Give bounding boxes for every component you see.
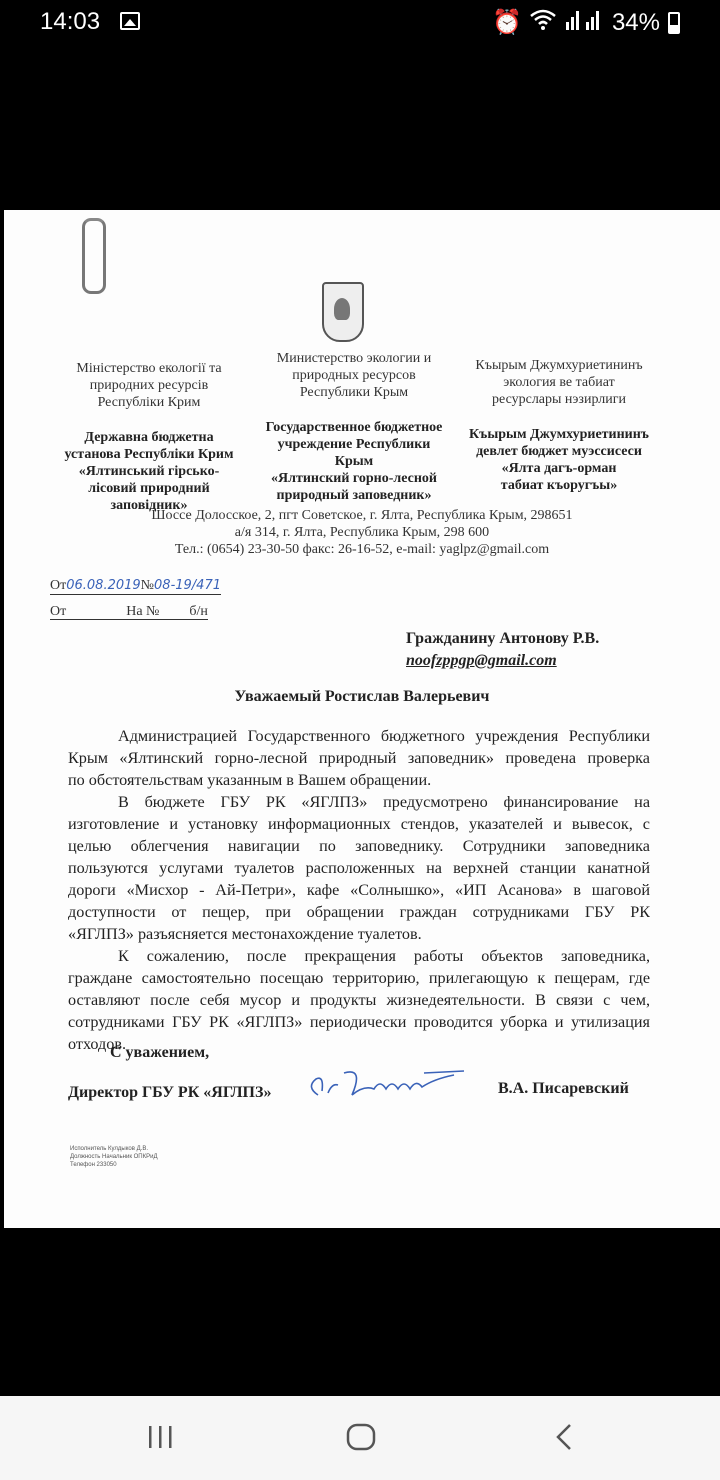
alarm-icon: ⏰ [492, 9, 522, 36]
text-line: Крым «Ялтинский горно-лесной природный заповедник» проведена проверка [68, 749, 650, 767]
recipient: Гражданину Антонову Р.В. noofzppgp@gmail.com [406, 628, 599, 672]
crimea-emblem-icon [322, 282, 364, 342]
text-line: целью облегчения навигации по заповеднику. Сотрудники заповедника [68, 837, 650, 855]
address-block: Шоссе Долосское, 2, пгт Советское, г. Ялта, Республика Крым, 298651 а/я 314, г. Ялта, Республика Крым, 298 600 Тел.: (0654) 23-30-50 факс: 26-16-52, e-mail: yaglpz@gmail.com [151, 508, 573, 557]
text-line: «ЯГЛПЗ» разъясняется местонахождение туалетов. [68, 925, 422, 943]
incoming-ref: От На № б/н [50, 604, 208, 619]
closing: С уважением, [110, 1044, 210, 1061]
org-ua: Державна бюджетна установа Республіки Крим «Ялтинський гірсько- лісовий природний заповідник» [64, 430, 234, 513]
ministry-ru: Министерство экологии и природных ресурсов Республики Крым [276, 351, 432, 400]
document-page [4, 210, 720, 1228]
text-line: сотрудниками ГБУ РК «ЯГЛПЗ» периодически проводится уборка и утилизация [68, 1013, 650, 1031]
text-line: граждане самостоятельно посещаю территорию, прилегающую к пещерам, где [68, 969, 650, 987]
signer-name: В.А. Писаревский [498, 1080, 629, 1097]
text-line: В бюджете ГБУ РК «ЯГЛПЗ» предусмотрено финансирование на [118, 793, 650, 811]
signature [304, 1065, 484, 1105]
recipient-email: noofzppgp@gmail.com [406, 652, 557, 669]
text-line: пользуются услугами туалетов расположенных на верхней станции канатной [68, 859, 650, 877]
text-line: отходов. [68, 1035, 127, 1053]
executor-info: Исполнитель Кулдыков Д.В. Должность Начальник ОПКРиД Телефон 233050 [70, 1146, 158, 1168]
text-line: К сожалению, после прекращения работы объектов заповедника, [118, 947, 650, 965]
text-line: оставляют после себя мусор и продукты жизнедеятельности. В связи с чем, [68, 991, 650, 1009]
ministry-ua: Міністерство екології та природних ресурсів Республіки Крим [76, 361, 222, 410]
image-icon [120, 12, 140, 30]
battery-icon [668, 12, 680, 34]
header-left [54, 360, 244, 514]
greeting: Уважаемый Ростислав Валерьевич [234, 688, 490, 705]
header-right [454, 357, 664, 494]
text-line: Администрацией Государственного бюджетного учреждения Республики [118, 727, 650, 745]
org-crh: Къырым Джумхуриетининъ девлет бюджет муэссисеси «Ялта дагъ-орман табиат къоругъы» [469, 427, 649, 493]
paragraph [68, 945, 650, 1055]
clock: 14:03 [40, 8, 101, 35]
home-icon[interactable] [342, 1420, 382, 1456]
signal-icon [564, 8, 604, 37]
paragraph [68, 791, 650, 945]
text-line: изготовление и установку информационных стендов, указателей и вывесок, с [68, 815, 650, 833]
outgoing-ref: От06.08.2019№08-19/471 [50, 578, 221, 593]
signer-title: Директор ГБУ РК «ЯГЛПЗ» [68, 1084, 272, 1101]
text-line: по обстоятельствам указанным в Вашем обращении. [68, 771, 432, 789]
battery-percent: 34% [611, 8, 660, 36]
wifi-icon [530, 8, 556, 37]
letter-body [68, 725, 650, 1055]
back-icon[interactable] [546, 1420, 586, 1456]
paperclip-icon [82, 218, 106, 294]
header-center [254, 350, 454, 504]
text-line: дороги «Мисхор - Ай-Петри», кафе «Солнышко», «ИП Асанова» в шаговой [68, 881, 650, 899]
paragraph [68, 725, 650, 791]
ministry-crh: Къырым Джумхуриетининъ экология ве табиат ресурслары нэзирлиги [475, 358, 643, 407]
navigation-bar [0, 1396, 720, 1480]
status-bar [0, 0, 720, 44]
recent-apps-icon[interactable] [140, 1420, 180, 1456]
text-line: доступности от пещер, при обращении граждан сотрудниками ГБУ РК [68, 903, 650, 921]
org-ru: Государственное бюджетное учреждение Республики Крым «Ялтинский горно-лесной природный заповедник» [265, 420, 443, 503]
